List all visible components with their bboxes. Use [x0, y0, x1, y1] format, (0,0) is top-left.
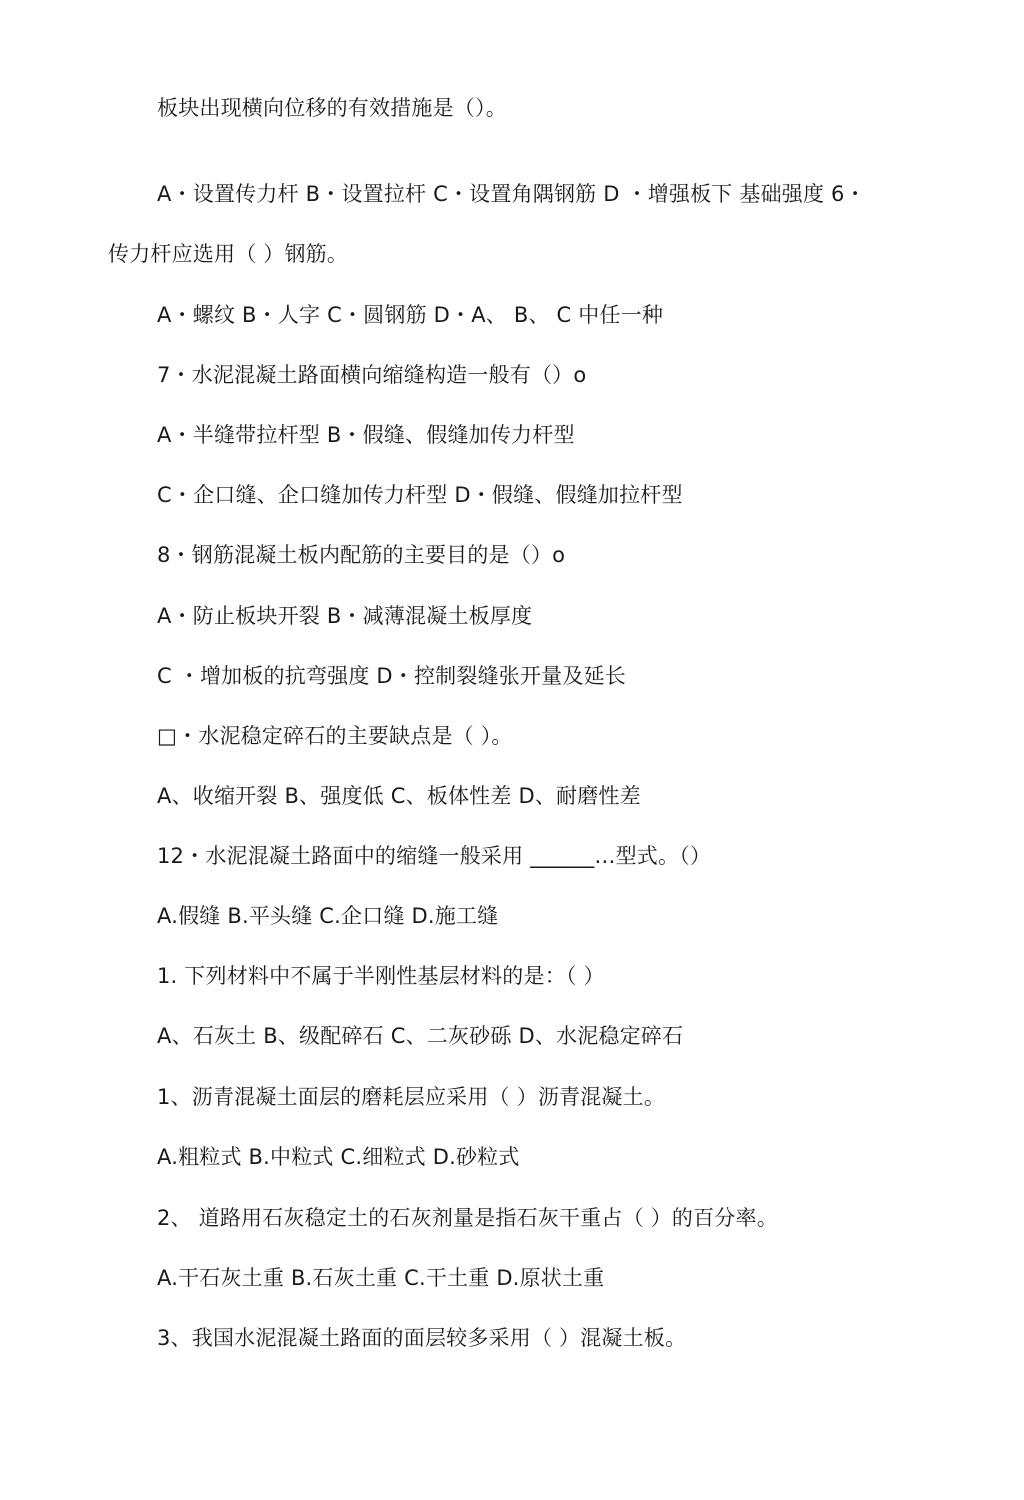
text-line-18: A.粗粒式 B.中粒式 C.细粒式 D.砂粒式 — [157, 1145, 520, 1169]
text-line-11: □・水泥稳定碎石的主要缺点是（ ）。 — [157, 724, 513, 748]
text-line-4: A・螺纹 B・人字 C・圆钢筋 D・A、 B、 C 中任一种 — [157, 303, 664, 327]
text-line-16: A、石灰土 B、级配碎石 C、二灰砂砾 D、水泥稳定碎石 — [157, 1024, 684, 1048]
text-line-19: 2、 道路用石灰稳定土的石灰剂量是指石灰干重占（ ）的百分率。 — [157, 1206, 778, 1230]
text-line-5: 7・水泥混凝土路面横向缩缝构造一般有（）o — [157, 363, 587, 387]
text-line-10: C ・增加板的抗弯强度 D・控制裂缝张开量及延长 — [157, 664, 626, 688]
text-line-13: 12・水泥混凝土路面中的缩缝一般采用 ______…型式。（） — [157, 844, 712, 868]
text-line-2: A・设置传力杆 B・设置拉杆 C・设置角隅钢筋 D ・增强板下 基础强度 6・ — [157, 182, 866, 206]
text-line-17: 1、沥青混凝土面层的磨耗层应采用（ ）沥青混凝土。 — [157, 1085, 666, 1109]
text-line-21: 3、我国水泥混凝土路面的面层较多采用（ ）混凝土板。 — [157, 1326, 687, 1350]
text-line-12: A、收缩开裂 B、强度低 C、板体性差 D、耐磨性差 — [157, 784, 641, 808]
text-line-6: A・半缝带拉杆型 B・假缝、假缝加传力杆型 — [157, 423, 575, 447]
text-line-3: 传力杆应选用（ ）钢筋。 — [108, 242, 349, 266]
text-line-9: A・防止板块开裂 B・减薄混凝土板厚度 — [157, 604, 533, 628]
text-line-7: C・企口缝、企口缝加传力杆型 D・假缝、假缝加拉杆型 — [157, 483, 683, 507]
text-line-20: A.干石灰土重 B.石灰土重 C.干土重 D.原状土重 — [157, 1266, 605, 1290]
text-line-15: 1. 下列材料中不属于半刚性基层材料的是：（ ） — [157, 964, 605, 988]
text-line-8: 8・钢筋混凝土板内配筋的主要目的是（）o — [157, 543, 566, 567]
text-line-14: A.假缝 B.平头缝 C.企口缝 D.施工缝 — [157, 904, 499, 928]
text-line-1: 板块出现横向位移的有效措施是（）。 — [157, 96, 507, 120]
